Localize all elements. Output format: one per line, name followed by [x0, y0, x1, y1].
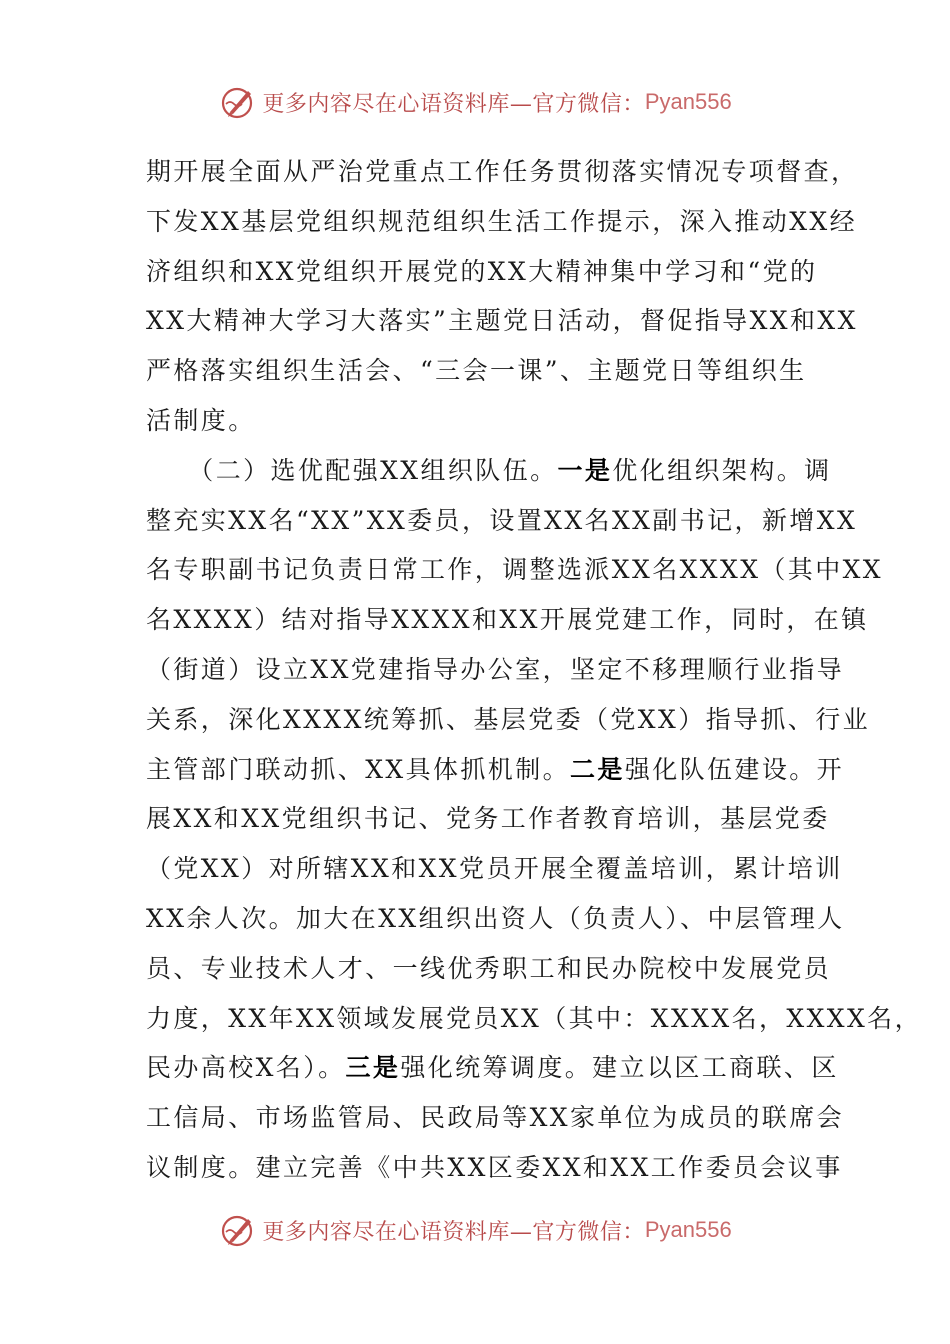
body-text: 主管部门联动抓、XX具体抓机制。	[146, 754, 570, 784]
banner-contact: Pyan556	[644, 89, 732, 114]
body-text: 展XX和XX党组织书记、党务工作者教育培训，基层党委	[146, 804, 830, 834]
pen-circle-logo-icon	[218, 82, 258, 122]
body-line	[146, 994, 922, 1044]
body-text: 优化组织架构。调	[612, 455, 832, 485]
body-line	[146, 247, 818, 297]
banner-text: 更多内容尽在心语资料库—官方微信：	[262, 91, 645, 117]
body-line	[146, 1093, 844, 1143]
pen-circle-logo-icon	[218, 1210, 258, 1250]
body-line	[146, 794, 830, 844]
body-line	[146, 645, 844, 695]
body-text: 下发XX基层党组织规范组织生活工作提示，深入推动XX经	[146, 206, 857, 236]
body-text: 名专职副书记负责日常工作，调整选派XX名XXXX（其中XX	[146, 555, 883, 585]
bold-marker: 一是	[557, 455, 613, 485]
body-line	[146, 346, 806, 396]
body-line	[146, 894, 845, 944]
body-text: 力度，XX年XX领域发展党员XX（其中：XXXX名，XXXX名，	[146, 1003, 922, 1033]
body-line	[146, 197, 857, 247]
body-line	[146, 944, 832, 994]
body-text: 名XXXX）结对指导XXXX和XX开展党建工作，同时，在镇	[146, 605, 869, 635]
body-line	[146, 296, 858, 346]
body-text: （街道）设立XX党建指导办公室，坚定不移理顺行业指导	[146, 654, 844, 684]
footer-banner	[0, 1208, 950, 1252]
body-text: 济组织和XX党组织开展党的XX大精神集中学习和“党的	[146, 256, 818, 286]
banner-contact: Pyan556	[644, 1217, 732, 1242]
banner-text: 更多内容尽在心语资料库—官方微信：	[262, 1219, 645, 1245]
body-line	[146, 446, 832, 496]
body-line	[146, 595, 869, 645]
body-text: 工信局、市场监管局、民政局等XX家单位为成员的联席会	[146, 1103, 844, 1133]
body-text: 强化统筹调度。建立以区工商联、区	[400, 1053, 839, 1083]
body-text: 关系，深化XXXX统筹抓、基层党委（党XX）指导抓、行业	[146, 704, 870, 734]
body-text: 民办高校X名）。	[146, 1053, 346, 1083]
body-text: 整充实XX名“XX”XX委员，设置XX名XX副书记，新增XX	[146, 505, 858, 535]
body-text: 强化队伍建设。开	[624, 754, 845, 784]
body-text: （党XX）对所辖XX和XX党员开展全覆盖培训，累计培训	[146, 854, 843, 884]
body-text: 议制度。建立完善《中共XX区委XX和XX工作委员会议事	[146, 1152, 843, 1182]
body-line	[146, 695, 870, 745]
header-banner	[0, 80, 950, 124]
bold-marker: 二是	[570, 754, 625, 784]
body-line	[146, 1143, 843, 1193]
body-text: （二）选优配强XX组织队伍。	[146, 455, 558, 485]
body-text: 严格落实组织生活会、“三会一课”、主题党日等组织生	[146, 356, 807, 386]
bold-marker: 三是	[345, 1053, 401, 1083]
body-line	[146, 844, 843, 894]
body-line	[146, 147, 859, 197]
body-text: 期开展全面从严治党重点工作任务贯彻落实情况专项督查，	[146, 157, 859, 186]
body-text: 活制度。	[146, 405, 256, 435]
document-body	[146, 147, 922, 1193]
body-line	[146, 745, 845, 795]
body-text: 员、专业技术人才、一线优秀职工和民办院校中发展党员	[146, 953, 832, 983]
body-line	[146, 545, 883, 595]
body-text: XX余人次。加大在XX组织出资人（负责人）、中层管理人	[146, 903, 845, 933]
body-line	[146, 1043, 839, 1093]
body-line	[146, 496, 858, 546]
body-line	[146, 396, 806, 446]
body-text: XX大精神大学习大落实”主题党日活动，督促指导XX和XX	[146, 306, 858, 336]
